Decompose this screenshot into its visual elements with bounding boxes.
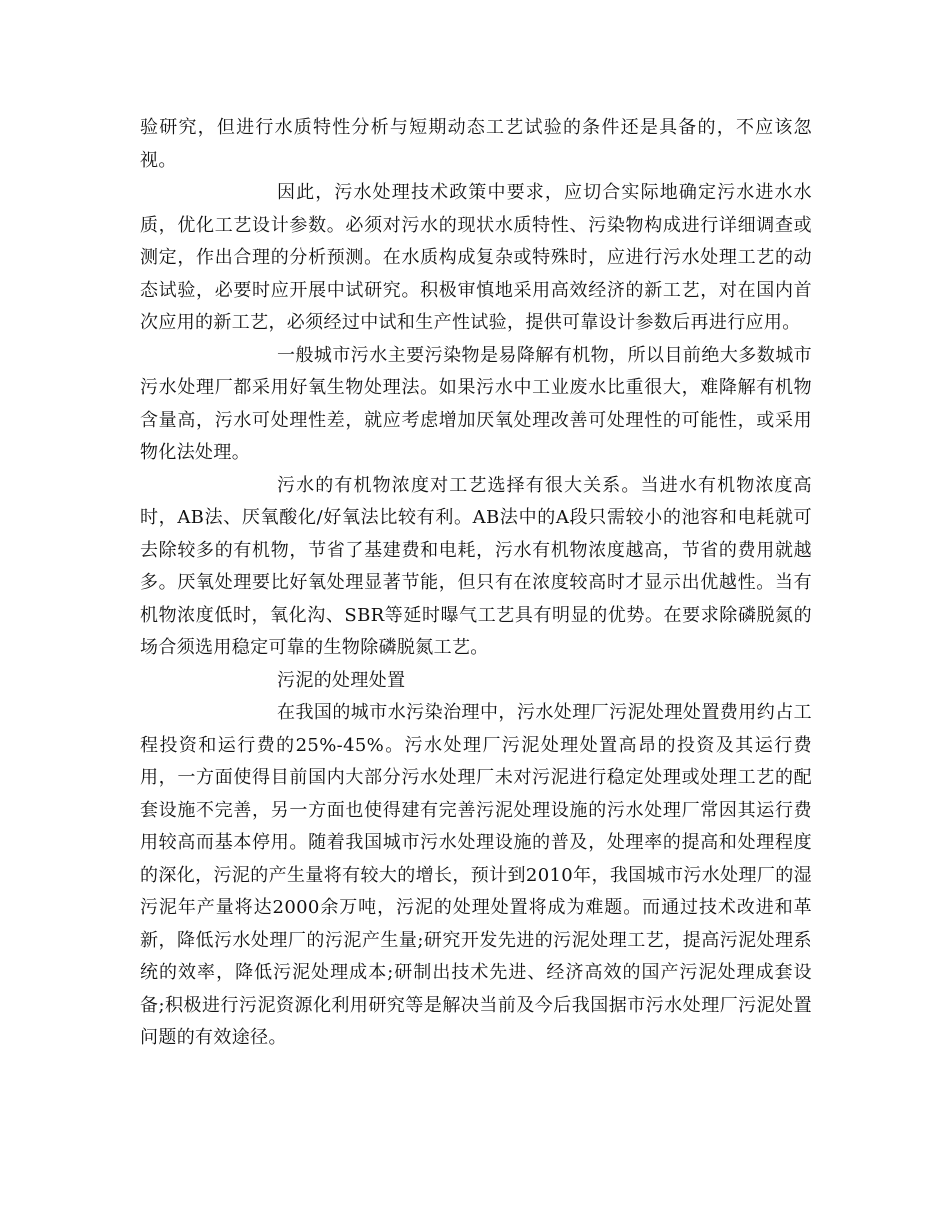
paragraph-aerobic-treatment: 一般城市污水主要污染物是易降解有机物，所以目前绝大多数城市污水处理厂都采用好氧生物处理法。如果污水中工业废水比重很大，难降解有机物含量高，污水可处理性差，就应考虑增加厌氧处理改善可处理性的可能性，或采用物化法处理。 (140, 344, 812, 463)
document-body (140, 112, 812, 1055)
paragraph-policy-requirements: 因此，污水处理技术政策中要求，应切合实际地确定污水进水水质，优化工艺设计参数。必须对污水的现状水质特性、污染物构成进行详细调查或测定，作出合理的分析预测。在水质构成复杂或特殊时，应进行污水处理工艺的动态试验，必要时应开展中试研究。积极审慎地采用高效经济的新工艺，对在国内首次应用的新工艺，必须经过中试和生产性试验，提供可靠设计参数后再进行应用。 (140, 182, 812, 333)
paragraph-continuation: 验研究，但进行水质特性分析与短期动态工艺试验的条件还是具备的，不应该忽视。 (140, 117, 812, 171)
paragraph-organic-concentration: 污水的有机物浓度对工艺选择有很大关系。当进水有机物浓度高时，AB法、厌氧酸化/好氧法比较有利。AB法中的A段只需较小的池容和电耗就可去除较多的有机物，节省了基建费和电耗，污水有机物浓度越高，节省的费用就越多。厌氧处理要比好氧处理显著节能，但只有在浓度较高时才显示出优越性。当有机物浓度低时，氧化沟、SBR等延时曝气工艺具有明显的优势。在要求除磷脱氮的场合须选用稳定可靠的生物除磷脱氮工艺。 (140, 474, 812, 658)
paragraph-sludge-treatment: 在我国的城市水污染治理中，污水处理厂污泥处理处置费用约占工程投资和运行费的25%-45%。污水处理厂污泥处理处置高昂的投资及其运行费用，一方面使得目前国内大部分污水处理厂未对污泥进行稳定处理或处理工艺的配套设施不完善，另一方面也使得建有完善污泥处理设施的污水处理厂常因其运行费用较高而基本停用。随着我国城市污水处理设施的普及，处理率的提高和处理程度的深化，污泥的产生量将有较大的增长，预计到2010年，我国城市污水处理厂的湿污泥年产量将达2000余万吨，污泥的处理处置将成为难题。而通过技术改进和革新，降低污水处理厂的污泥产生量;研究开发先进的污泥处理工艺，提高污泥处理系统的效率，降低污泥处理成本;研制出技术先进、经济高效的国产污泥处理成套设备;积极进行污泥资源化利用研究等是解决当前及今后我国据市污水处理厂污泥处置问题的有效途径。 (140, 702, 812, 1048)
section-heading-sludge: 污泥的处理处置 (277, 669, 406, 691)
